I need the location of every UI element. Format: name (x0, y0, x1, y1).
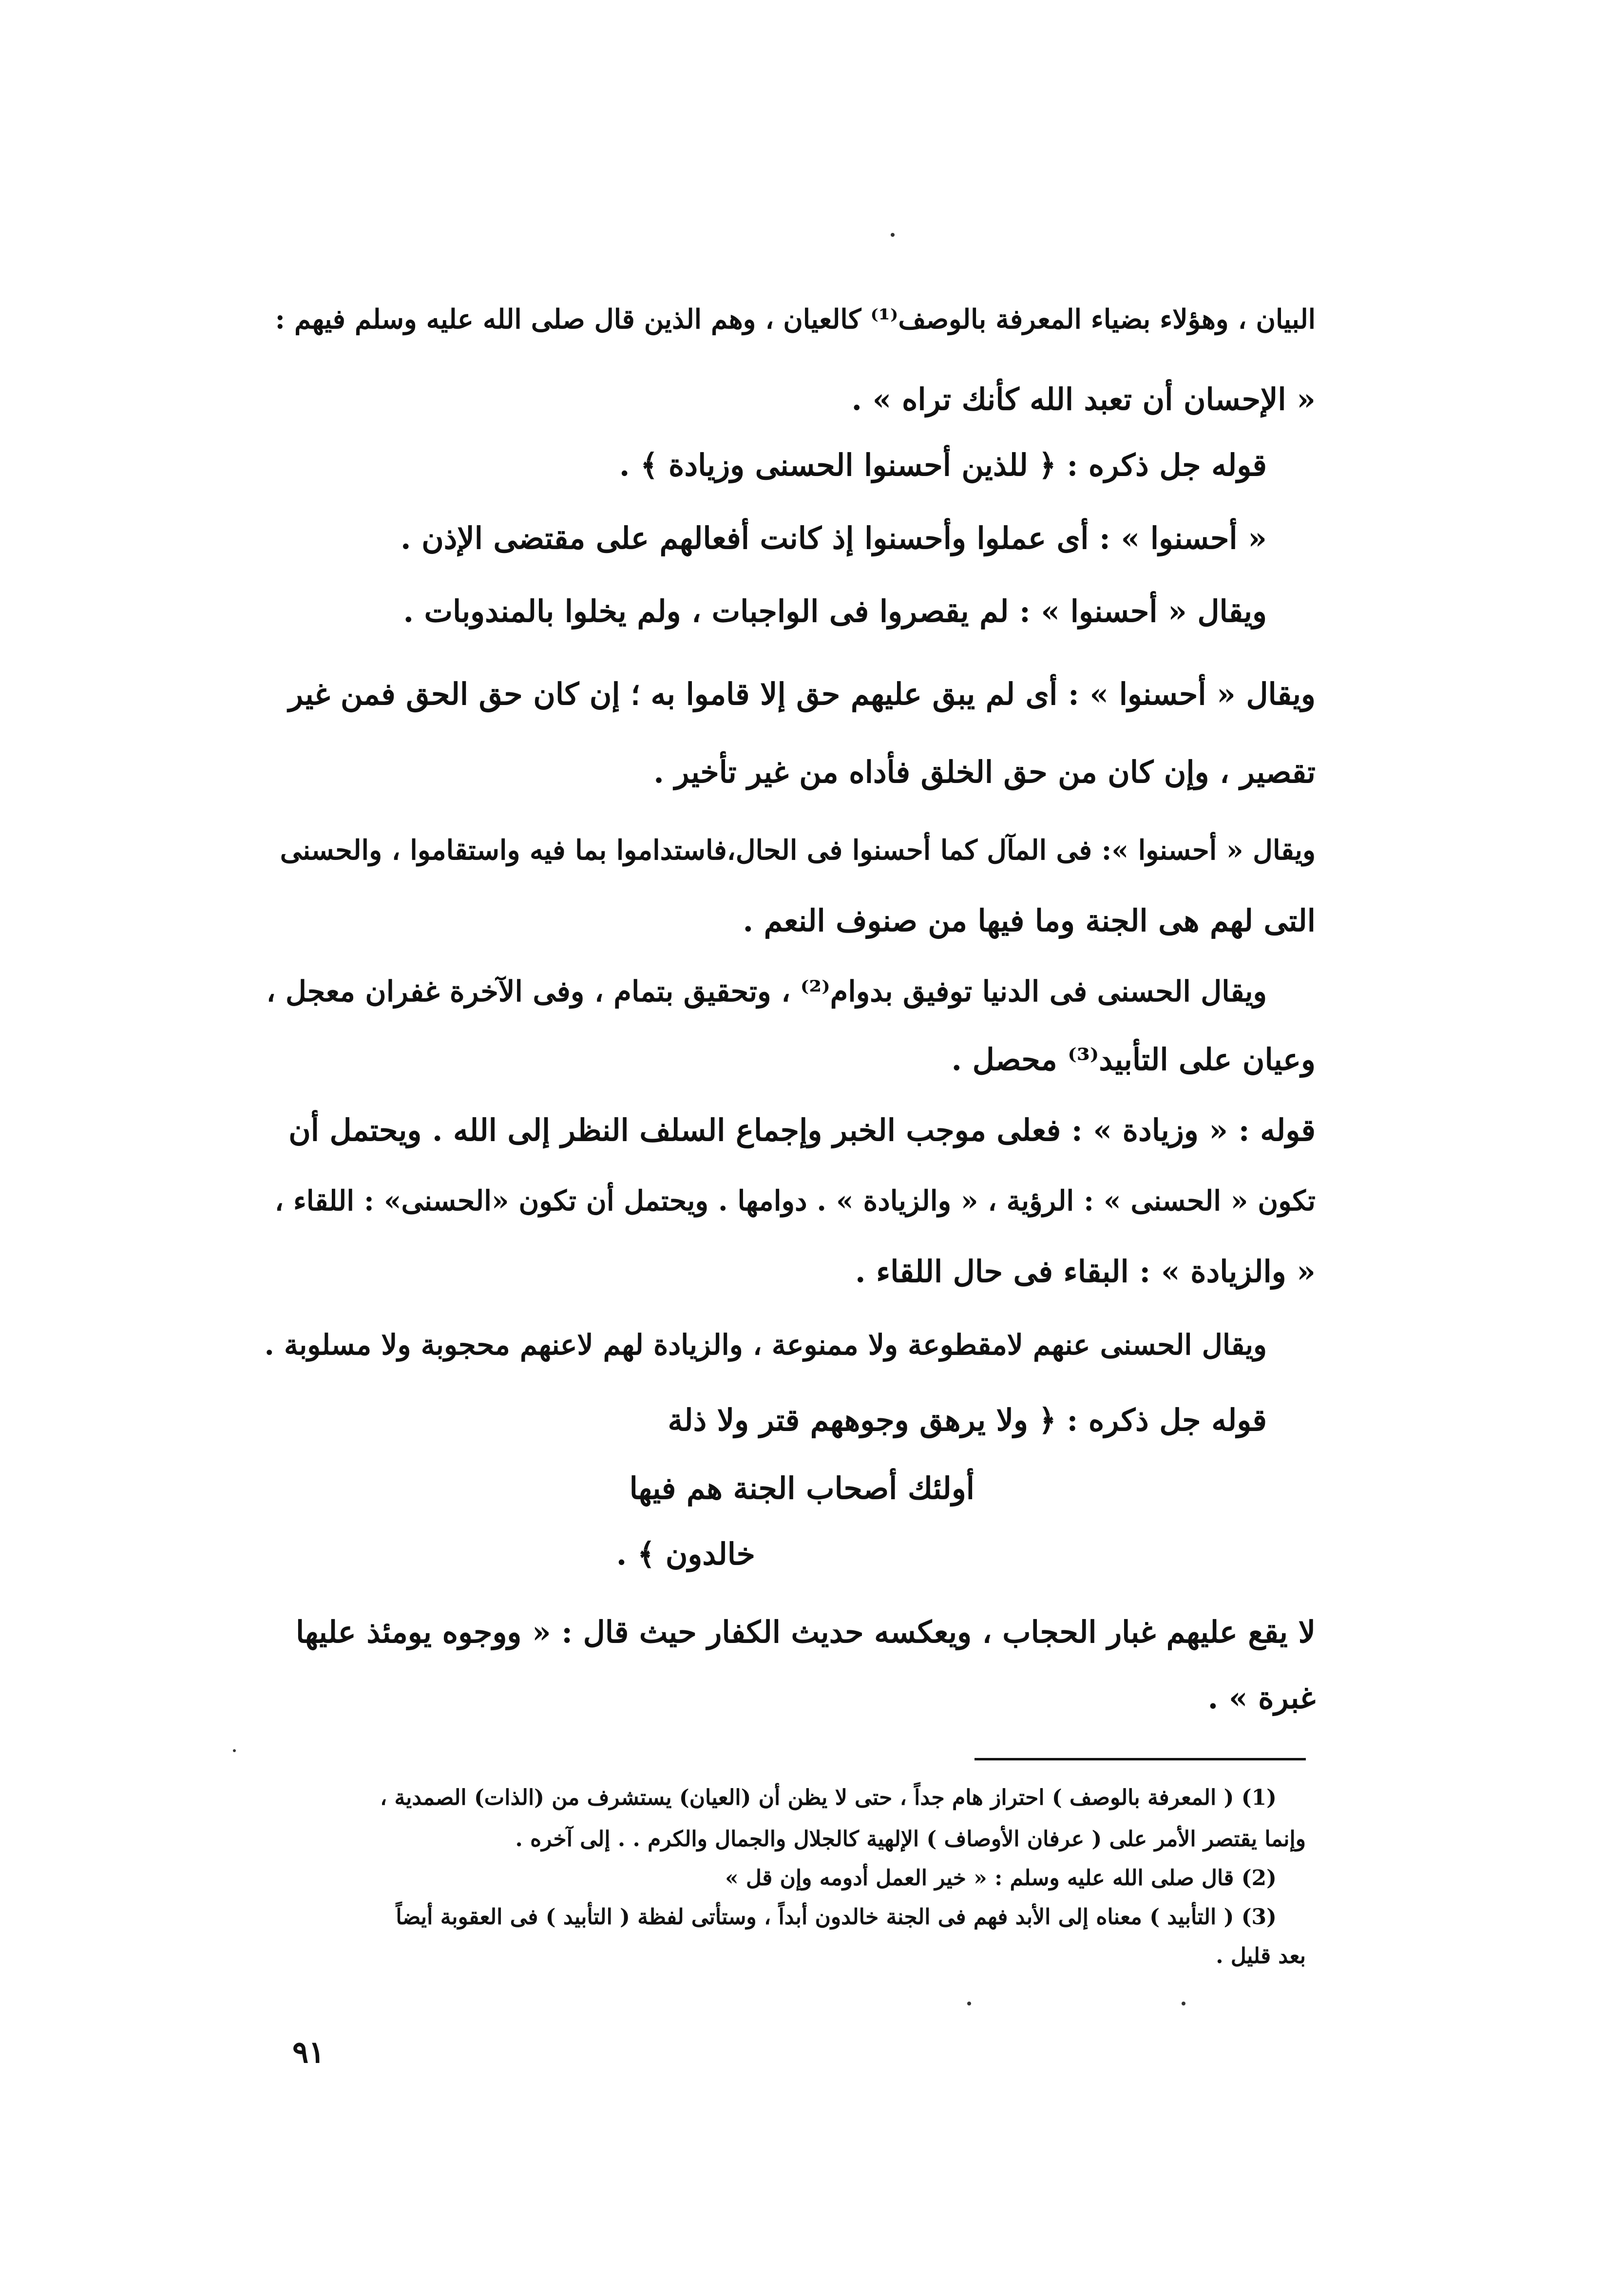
scan-speck (967, 2002, 971, 2005)
text-line: البيان ، وهؤلاء بضياء المعرفة بالوصف⁽¹⁾ كالعيان ، وهم الذين قال صلى الله عليه وسلم فيهم : (275, 303, 1316, 335)
scan-speck (891, 233, 895, 237)
text-line: ويقال الحسنى فى الدنيا توفيق بدوام⁽²⁾ ، وتحقيق بتمام ، وفى الآخرة غفران معجل ، (266, 974, 1267, 1008)
footnote-line: وإنما يقتصر الأمر على ( عرفان الأوصاف ) الإلهية كالجلال والجمال والكرم . . إلى آخره . (515, 1827, 1306, 1852)
text-line: خالدون ﴾ . (616, 1536, 755, 1572)
text-line: تقصير ، وإن كان من حق الخلق فأداه من غير تأخير . (653, 754, 1316, 790)
text-line: « أحسنوا » : أى عملوا وأحسنوا إذ كانت أفعالهم على مقتضى الإذن . (401, 520, 1267, 556)
text-line: قوله جل ذكره : ﴿ للذين أحسنوا الحسنى وزيادة ﴾ . (619, 447, 1267, 483)
footnote-rule (974, 1758, 1306, 1760)
scan-speck (233, 1749, 236, 1752)
footnote-line: بعد قليل . (1216, 1944, 1306, 1968)
text-line: قوله جل ذكره : ﴿ ولا يرهق وجوههم قتر ولا ذلة (668, 1402, 1267, 1438)
text-line: لا يقع عليهم غبار الحجاب ، ويعكسه حديث الكفار حيث قال : « ووجوه يومئذ عليها (296, 1614, 1316, 1650)
text-line: ويقال « أحسنوا » : أى لم يبق عليهم حق إلا قاموا به ؛ إن كان حق الحق فمن غير (288, 676, 1316, 712)
text-line: ويقال « أحسنوا » : لم يقصروا فى الواجبات ، ولم يخلوا بالمندوبات . (403, 593, 1267, 629)
text-line: وعيان على التأبيد⁽³⁾ محصل . (951, 1042, 1316, 1077)
footnote-line: (3) ( التأبيد ) معناه إلى الأبد فهم فى الجنة خالدون أبداً ، وستأتى لفظة ( التأبيد ) فى العقوبة أيضاً (396, 1905, 1277, 1929)
footnote-line: (2) قال صلى الله عليه وسلم : « خير العمل أدومه وإن قل » (725, 1866, 1277, 1890)
text-line: قوله : « وزيادة » : فعلى موجب الخبر وإجماع السلف النظر إلى الله . ويحتمل أن (288, 1112, 1316, 1148)
text-line: تكون « الحسنى » : الرؤية ، « والزيادة » . دوامها . ويحتمل أن تكون «الحسنى» : اللقاء ، (274, 1184, 1316, 1217)
text-line: التى لهم هى الجنة وما فيها من صنوف النعم . (743, 903, 1316, 938)
scan-speck (1182, 2002, 1185, 2005)
text-line: ويقال الحسنى عنهم لامقطوعة ولا ممنوعة ، والزيادة لهم لاعنهم محجوبة ولا مسلوبة . (264, 1328, 1267, 1361)
footnote-line: (1) ( المعرفة بالوصف ) احتراز هام جداً ، حتى لا يظن أن (العيان) يستشرف من (الذات) الصمدية ، (380, 1785, 1277, 1810)
page-number: ٩١ (292, 2034, 325, 2070)
text-line: أولئك أصحاب الجنة هم فيها (629, 1470, 974, 1506)
text-line: « والزيادة » : البقاء فى حال اللقاء . (855, 1254, 1316, 1289)
text-line: غبرة » . (1207, 1680, 1316, 1716)
text-line: ويقال « أحسنوا »: فى المآل كما أحسنوا فى الحال،فاستداموا بما فيه واستقاموا ، والحسنى (280, 834, 1316, 866)
text-line: « الإحسان أن تعبد الله كأنك تراه » . (851, 382, 1316, 417)
